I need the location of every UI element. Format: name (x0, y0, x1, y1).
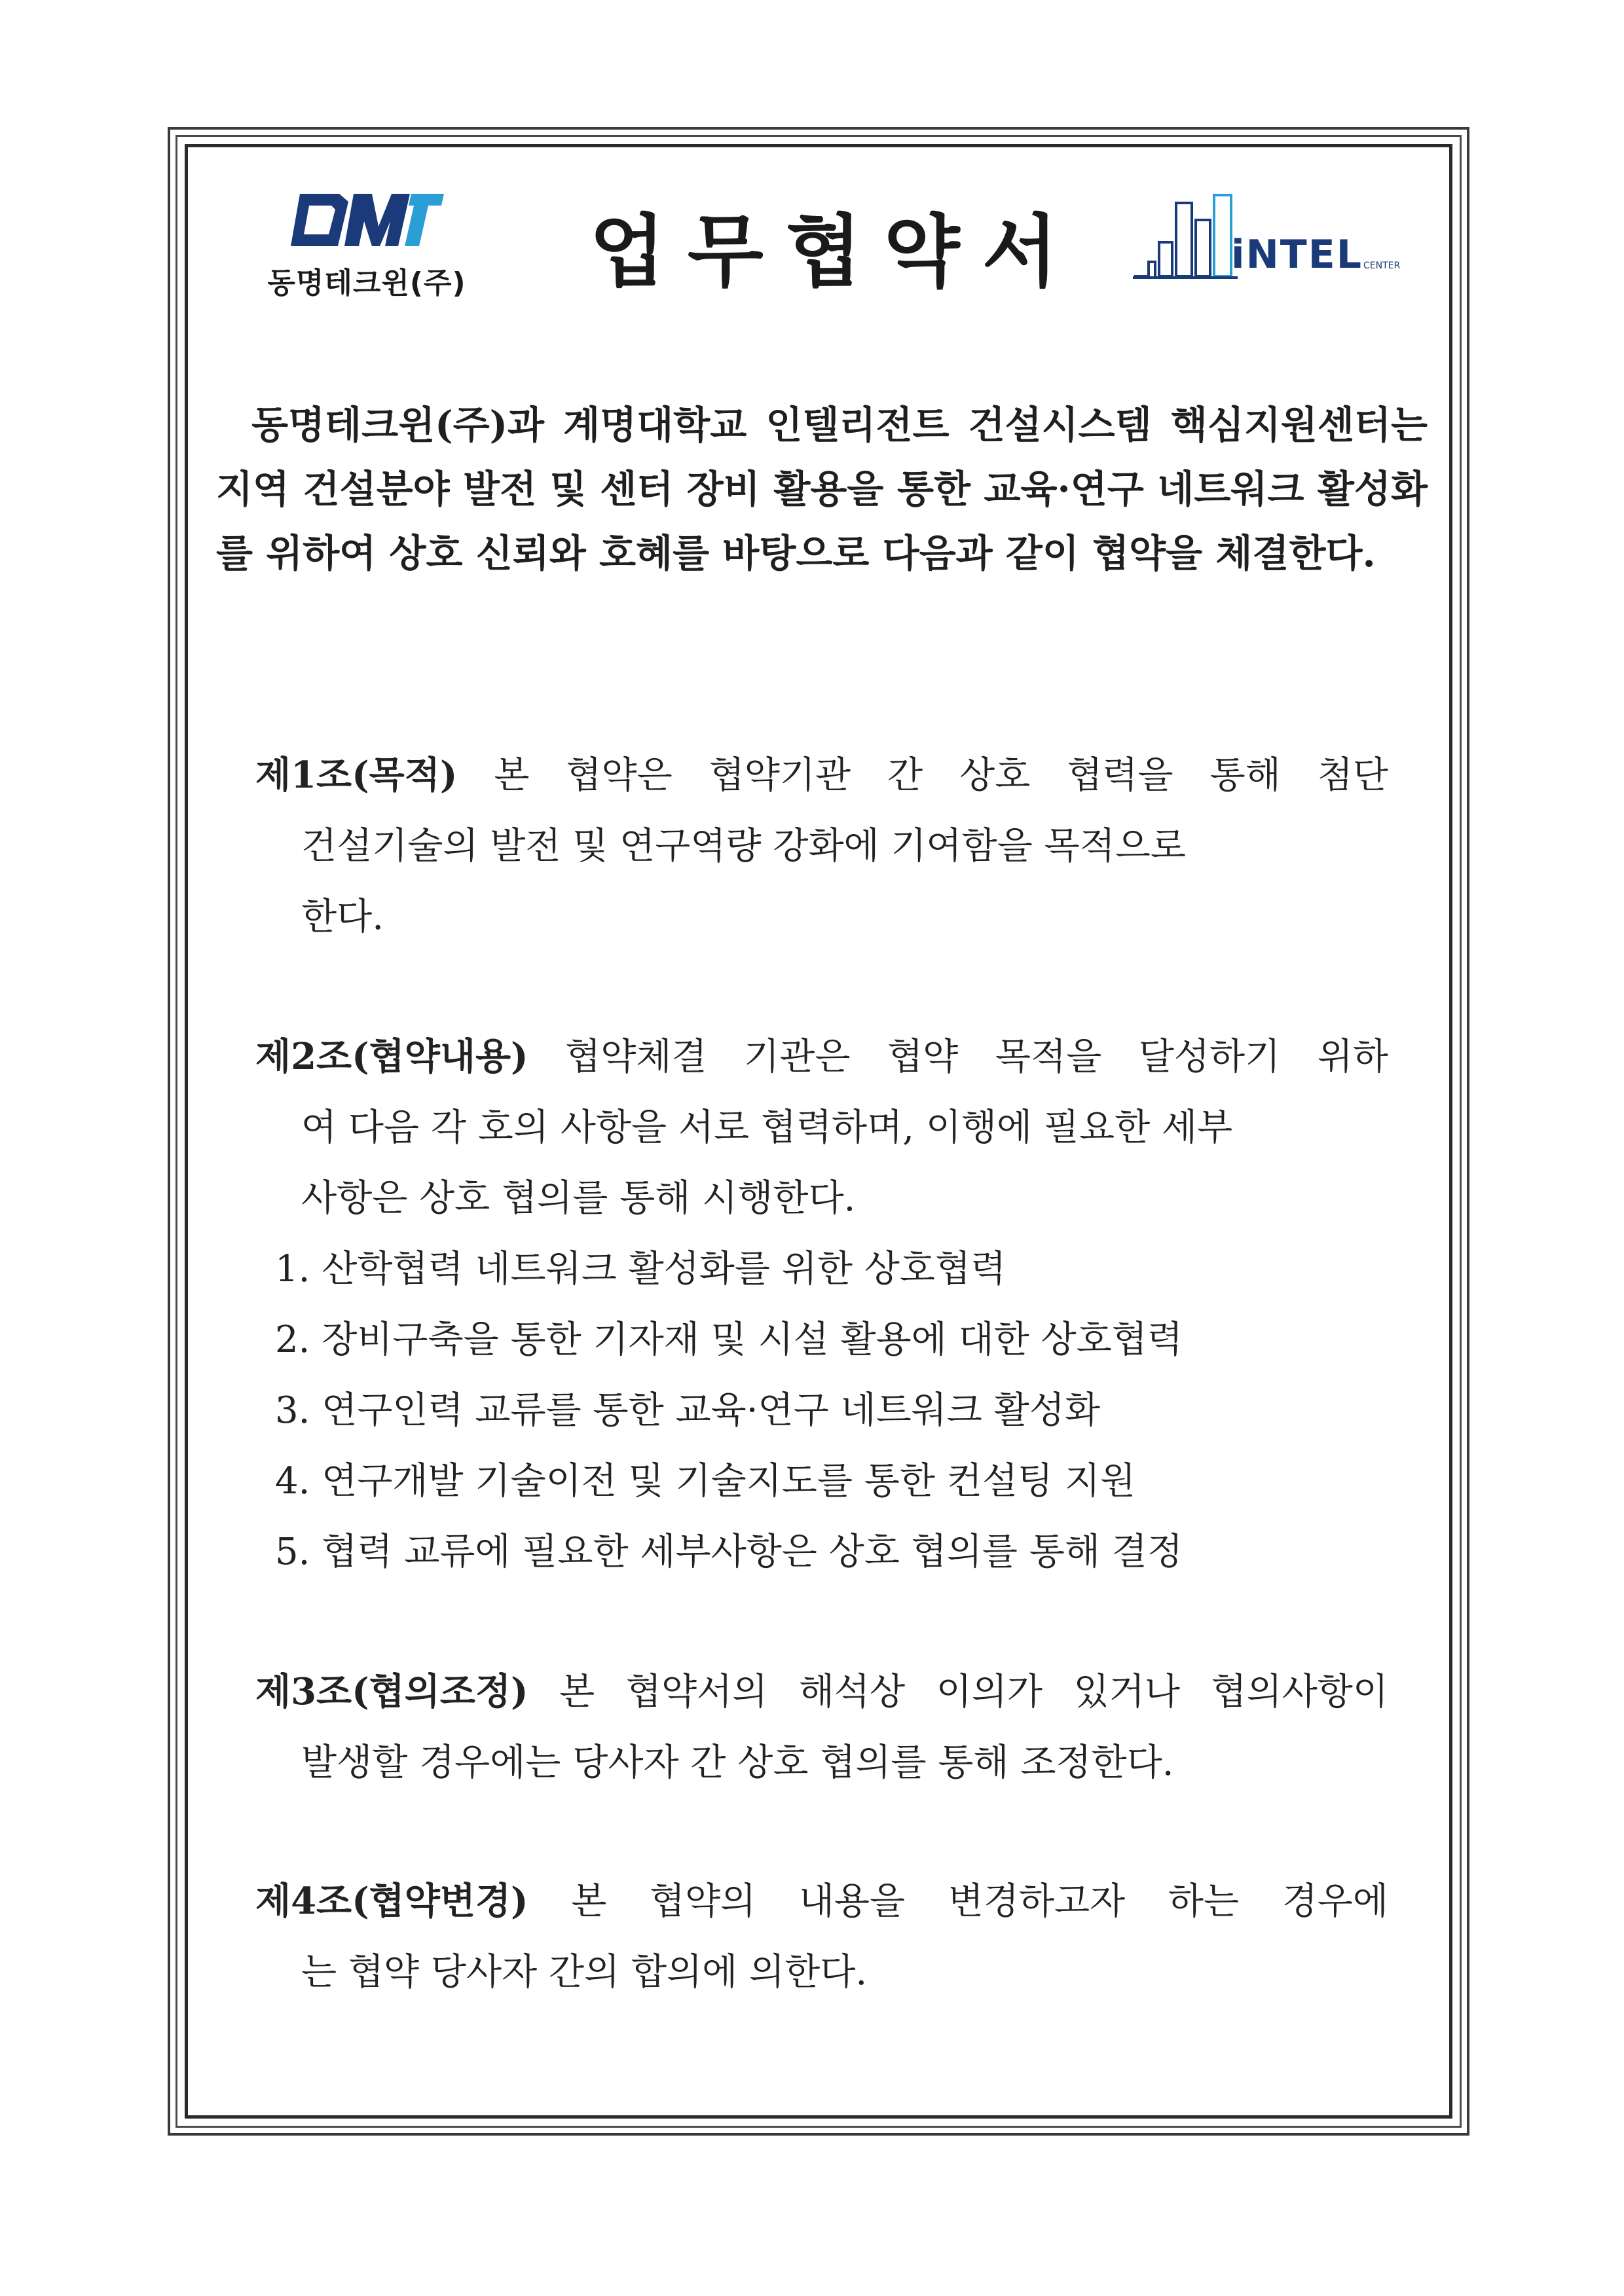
article-2-line-1: 협약체결 기관은 협약 목적을 달성하기 위하 (565, 1036, 1388, 1078)
right-logo-text: iNTEL (1231, 232, 1363, 278)
article-4-line-1: 본 협약의 내용을 변경하고자 하는 경우에 (571, 1880, 1388, 1923)
article-3-first-line (255, 1656, 1388, 1728)
intro-paragraph: 동명테크윈(주)과 계명대학교 인텔리전트 건설시스템 핵심지원센터는 지역 건설분야 발전 및 센터 장비 활용을 통한 교육·연구 네트워크 활성화를 위하여 상호 신뢰와 호혜를 바탕으로 다음과 같이 협약을 체결한다. (216, 403, 1428, 575)
article-3-heading: 제3조(협의조정) (255, 1670, 528, 1713)
article-3-line-1: 본 협약서의 해석상 이의가 있거나 협의사항이 (559, 1671, 1388, 1713)
dongmyung-techwin-logo (249, 187, 485, 305)
article-4-first-line (255, 1866, 1388, 1937)
article-1-first-line (255, 740, 1388, 811)
article-2-first-line (255, 1021, 1388, 1093)
article-4-line-2: 는 협약 당사자 간의 합의에 의한다. (301, 1951, 868, 1994)
article-2-item-2: 2. 장비구축을 통한 기자재 및 시설 활용에 대한 상호협력 (275, 1319, 1183, 1361)
article-1-heading: 제1조(목적) (255, 754, 458, 797)
article-4-heading: 제4조(협약변경) (255, 1880, 528, 1923)
article-2-heading: 제2조(협약내용) (255, 1035, 528, 1078)
article-2-line-2: 여 다음 각 호의 사항을 서로 협력하며, 이행에 필요한 세부 (301, 1106, 1233, 1149)
article-1-line-1: 본 협약은 협약기관 간 상호 협력을 통해 첨단 (494, 754, 1388, 797)
article-2 (255, 1021, 1388, 1588)
left-logo-text: 동명테크윈(주) (267, 266, 466, 300)
article-3-line-2: 발생할 경우에는 당사자 간 상호 협의를 통해 조정한다. (301, 1741, 1174, 1784)
article-4 (255, 1866, 1388, 2008)
article-1-line-3: 한다. (301, 896, 384, 938)
article-2-item-3: 3. 연구인력 교류를 통한 교육·연구 네트워크 활성화 (275, 1389, 1100, 1432)
page-title: 업무협약서 (589, 206, 1080, 298)
article-1-line-2: 건설기술의 발전 및 연구역량 강화에 기여함을 목적으로 (301, 825, 1187, 867)
article-3 (255, 1656, 1388, 1798)
article-2-item-5: 5. 협력 교류에 필요한 세부사항은 상호 협의를 통해 결정 (275, 1531, 1183, 1573)
intel-center-logo (1133, 190, 1434, 295)
dmt-emblem-icon (288, 187, 445, 253)
right-logo-subtext: CENTER (1363, 261, 1401, 271)
article-2-line-3: 사항은 상호 협의를 통해 시행한다. (301, 1177, 856, 1220)
article-2-item-1: 1. 산학협력 네트워크 활성화를 위한 상호협력 (275, 1248, 1006, 1290)
article-1 (255, 740, 1388, 953)
article-2-item-4: 4. 연구개발 기술이전 및 기술지도를 통한 컨설팅 지원 (275, 1460, 1136, 1503)
building-skyline-icon (1133, 190, 1238, 282)
